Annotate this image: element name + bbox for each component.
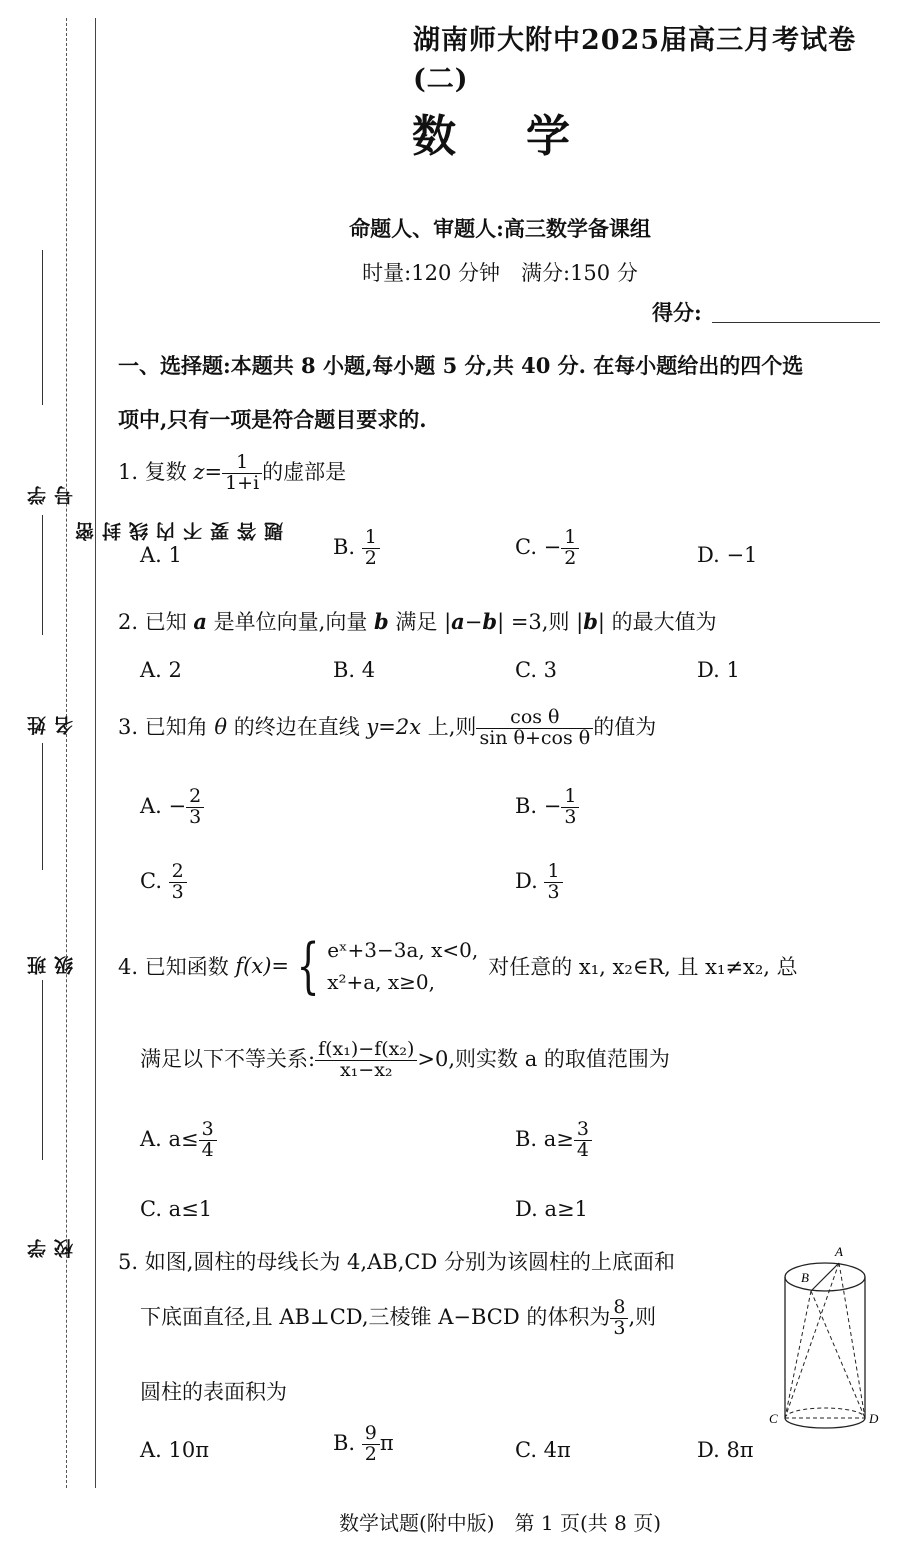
q4-b-frac [574, 1120, 592, 1161]
label-d: D [869, 1411, 879, 1426]
q5-vol-den: 3 [613, 1316, 626, 1339]
q4-text: 4. 已知函数 [118, 955, 236, 979]
seal-char: 题 [264, 522, 286, 542]
q4-piece1: eˣ+3−3a, x<0, [327, 938, 479, 962]
seal-notice [72, 505, 286, 559]
seal-char: 线 [129, 522, 151, 542]
q1-var: z [193, 459, 205, 484]
q5-b-label: B. [333, 1430, 362, 1455]
seal-char: 答 [237, 522, 259, 542]
q3-line-eq: y=2x [366, 714, 422, 739]
q4-text: >0,则实数 a 的取值范围为 [417, 1046, 670, 1071]
q1-c-den: 2 [564, 546, 577, 569]
class-field [18, 780, 76, 1050]
q3-text: 上,则 [421, 714, 477, 739]
q4-text: 对任意的 x₁, x₂∈R, 且 x₁≠x₂, 总 [488, 955, 798, 979]
q3-d-num: 1 [544, 862, 562, 883]
q3-c-label: C. [140, 868, 169, 893]
seal-char: 密 [75, 522, 97, 542]
q2-text: − [464, 610, 483, 634]
question-1 [118, 453, 346, 494]
q4-piecewise [327, 934, 478, 998]
q4-brace: { [296, 931, 320, 1001]
q4-text: 满足以下不等关系: [140, 1046, 316, 1071]
q2-option-b[interactable]: B. 4 [333, 658, 376, 682]
q3-a-num: 2 [186, 787, 204, 808]
q1-c-num: 1 [561, 528, 579, 549]
q3-b-num: 1 [561, 787, 579, 808]
segment-ab [811, 1263, 839, 1291]
q3-c-num: 2 [169, 862, 187, 883]
question-4-cont [140, 1040, 670, 1081]
seal-char: 要 [210, 522, 232, 542]
score-label: 得分: [652, 300, 702, 325]
q5-b-frac [362, 1424, 380, 1465]
q2-text: 2. 已知 [118, 610, 194, 634]
q3-text: 3. 已知角 [118, 714, 215, 739]
q1-option-a[interactable] [140, 543, 182, 567]
q4-option-d[interactable]: D. a≥1 [515, 1197, 588, 1221]
q3-option-c[interactable] [140, 862, 187, 903]
q4-option-c[interactable]: C. a≤1 [140, 1197, 213, 1221]
subject-title: 数学 [412, 111, 640, 162]
q1-a-label: A. [140, 543, 169, 567]
q2-text: 满足 | [388, 610, 452, 634]
q4-option-a[interactable] [140, 1120, 217, 1161]
page-footer: 数学试题(附中版) 第 1 页(共 8 页) [338, 1511, 662, 1535]
class-blank [42, 780, 43, 870]
q3-c-den: 3 [171, 880, 184, 903]
cylinder-figure [765, 1240, 885, 1440]
q5-b-suffix: π [379, 1430, 394, 1455]
q1-option-d[interactable] [697, 543, 757, 567]
q3-a-den: 3 [189, 805, 202, 828]
q3-option-a[interactable] [140, 787, 204, 828]
name-label: 姓 名 [27, 698, 76, 735]
section-heading-line2: 项中,只有一项是符合题目要求的. [118, 407, 427, 432]
q1-c-frac [561, 528, 579, 569]
school-label: 学 校 [27, 1221, 76, 1258]
q4-a-label: A. a≤ [140, 1126, 199, 1151]
q2-vector-b: b [583, 609, 598, 634]
q4-frac-num: f(x₁)−f(x₂) [315, 1040, 417, 1061]
q2-vector-a: a [451, 609, 465, 634]
student-id-label: 学 号 [27, 468, 76, 505]
question-4 [118, 931, 798, 1001]
section-heading-line1: 一、选择题:本题共 8 小题,每小题 5 分,共 40 分. 在每小题给出的四个选 [118, 353, 804, 378]
seal-char: 封 [102, 522, 124, 542]
q1-option-b[interactable] [333, 528, 380, 569]
q3-d-frac [544, 862, 562, 903]
q1-b-label: B. [333, 534, 362, 559]
question-5-line3: 圆柱的表面积为 [140, 1380, 287, 1404]
q5-option-b[interactable] [333, 1424, 394, 1465]
class-label: 班 级 [27, 938, 76, 975]
q3-b-den: 3 [564, 805, 577, 828]
q2-vector-b: b [374, 609, 389, 634]
q3-b-frac [561, 787, 579, 828]
q5-text: ,则 [628, 1304, 657, 1329]
q1-option-c[interactable] [515, 528, 579, 569]
q1-d-label: D. [697, 543, 727, 567]
timing-line: 时量:120 分钟 满分:150 分 [362, 261, 638, 285]
question-5-line2 [140, 1298, 656, 1339]
q1-b-den: 2 [364, 546, 377, 569]
label-b: B [801, 1270, 809, 1285]
q1-b-frac [362, 528, 380, 569]
school-blank [42, 1060, 43, 1160]
name-field [18, 515, 76, 780]
q2-option-a[interactable]: A. 2 [140, 658, 182, 682]
q5-option-d[interactable]: D. 8π [697, 1438, 754, 1462]
q4-func: f(x)= [235, 954, 289, 978]
q2-option-d[interactable]: D. 1 [697, 658, 740, 682]
q4-fraction [315, 1040, 417, 1081]
label-c: C [769, 1411, 778, 1426]
q4-b-label: B. a≥ [515, 1126, 574, 1151]
q3-b-label: B. − [515, 793, 562, 818]
q3-a-frac [186, 787, 204, 828]
question-2 [118, 606, 717, 636]
q1-fraction [222, 453, 262, 494]
class-blank-lower [42, 980, 43, 1060]
q1-suffix: 的虚部是 [262, 459, 347, 484]
q2-text: 是单位向量,向量 [207, 610, 375, 634]
q5-option-c[interactable]: C. 4π [515, 1438, 571, 1462]
q3-d-label: D. [515, 868, 545, 893]
student-id-field [18, 250, 76, 510]
q2-text: | 的最大值为 [597, 610, 717, 634]
q5-b-den: 2 [364, 1442, 377, 1465]
label-a: A [835, 1244, 843, 1259]
q3-text: 的值为 [593, 714, 657, 739]
q3-d-den: 3 [547, 880, 560, 903]
question-3 [118, 708, 656, 749]
q4-b-den: 4 [576, 1138, 589, 1161]
q1-c-label: C. − [515, 534, 562, 559]
q1-frac-den: 1+i [225, 471, 260, 494]
q5-text: 下底面直径,且 AB⊥CD,三棱锥 A−BCD 的体积为 [140, 1304, 611, 1329]
q4-frac-den: x₁−x₂ [339, 1058, 393, 1081]
segment-bd [811, 1291, 865, 1418]
segment-ac [785, 1263, 839, 1418]
q4-b-num: 3 [574, 1120, 592, 1141]
q3-frac-den: sin θ+cos θ [479, 726, 591, 749]
q1-d-value: −1 [726, 543, 758, 567]
q1-eq: = [204, 459, 223, 484]
name-blank-lower [42, 743, 43, 783]
q1-prefix: 1. 复数 [118, 459, 194, 484]
q2-vector-b: b [482, 609, 498, 634]
q5-volume-frac [610, 1298, 628, 1339]
name-blank [42, 515, 43, 635]
q3-option-d[interactable] [515, 862, 563, 903]
seal-char: 内 [156, 522, 178, 542]
q1-frac-num: 1 [222, 453, 262, 474]
score-blank [712, 322, 880, 323]
q1-a-value: 1 [168, 543, 182, 567]
q2-text: | =3,则 | [497, 610, 584, 634]
seal-char: 不 [183, 522, 205, 542]
authors-line: 命题人、审题人:高三数学备课组 [349, 216, 651, 241]
q4-a-den: 4 [201, 1138, 214, 1161]
exam-title: 湖南师大附中2025届高三月考试卷(二) [413, 25, 857, 95]
q4-a-num: 3 [199, 1120, 217, 1141]
school-field [18, 1060, 76, 1260]
q4-option-b[interactable] [515, 1120, 592, 1161]
q3-text: 的终边在直线 [227, 714, 367, 739]
cylinder-bottom-front [785, 1418, 865, 1428]
q2-vector-a: a [193, 609, 207, 634]
q1-b-num: 1 [362, 528, 380, 549]
q4-piece2: x²+a, x≥0, [327, 970, 435, 994]
q3-theta: θ [214, 714, 228, 739]
q5-vol-num: 8 [610, 1298, 628, 1319]
q5-b-num: 9 [362, 1424, 380, 1445]
q3-c-frac [169, 862, 187, 903]
segment-ad [839, 1263, 865, 1418]
question-5-line1: 5. 如图,圆柱的母线长为 4,AB,CD 分别为该圆柱的上底面和 [118, 1250, 675, 1274]
q3-fraction [476, 708, 593, 749]
q3-a-label: A. − [140, 793, 187, 818]
q3-option-b[interactable] [515, 787, 579, 828]
q5-option-a[interactable]: A. 10π [140, 1438, 210, 1462]
segment-bc [785, 1291, 811, 1418]
q3-frac-num: cos θ [476, 708, 593, 729]
q4-a-frac [199, 1120, 217, 1161]
q2-option-c[interactable]: C. 3 [515, 658, 558, 682]
cylinder-bottom-back [785, 1408, 865, 1418]
